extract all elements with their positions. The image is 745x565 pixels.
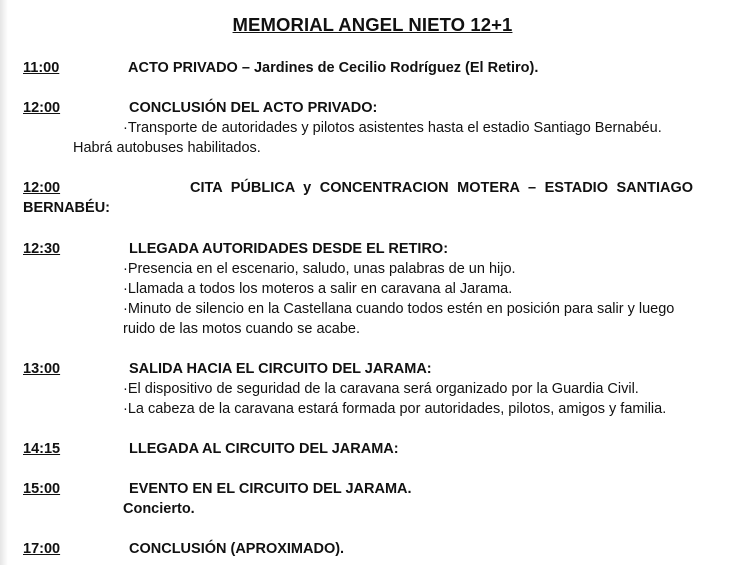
time-label: 17:00 [23,541,61,557]
event-detail-line: ·La cabeza de la caravana estará formada por autoridades, pilotos, amigos y familia. [123,401,667,417]
event-detail-line: ·Transporte de autoridades y pilotos asistentes hasta el estadio Santiago Bernabéu. [123,120,662,136]
event-heading: ACTO PRIVADO – Jardines de Cecilio Rodríguez (El Retiro). [128,60,539,76]
time-label: 12:00 [23,100,61,116]
time-label: 13:00 [23,361,61,377]
event-detail-line: ruido de las motos cuando se acabe. [123,321,360,337]
event-heading: LLEGADA AUTORIDADES DESDE EL RETIRO: [129,241,449,257]
time-label: 14:15 [23,441,61,457]
time-label: 12:30 [23,241,61,257]
event-heading: EVENTO EN EL CIRCUITO DEL JARAMA. [129,481,412,497]
time-label: 12:00 [23,180,61,196]
event-detail-line: ·Presencia en el escenario, saludo, unas palabras de un hijo. [123,261,516,277]
page-edge-shadow [0,0,8,565]
event-detail-line: ·Llamada a todos los moteros a salir en caravana al Jarama. [123,281,513,297]
event-heading: CONCLUSIÓN (APROXIMADO). [129,541,345,557]
time-label: 11:00 [23,60,60,76]
event-subheading: Concierto. [123,501,195,517]
event-heading: SALIDA HACIA EL CIRCUITO DEL JARAMA: [129,361,432,377]
event-heading: CONCLUSIÓN DEL ACTO PRIVADO: [129,100,378,116]
document-title: MEMORIAL ANGEL NIETO 12+1 [232,14,513,35]
event-heading-continuation: BERNABÉU: [23,200,110,216]
event-detail-line: ·El dispositivo de seguridad de la caravana será organizado por la Guardia Civil. [123,381,639,397]
event-detail-line: ·Minuto de silencio en la Castellana cuando todos estén en posición para salir y luego [123,301,675,317]
event-detail-line: Habrá autobuses habilitados. [73,140,261,156]
event-heading: CITA PÚBLICA y CONCENTRACION MOTERA – ESTADIO SANTIAGO [190,180,694,196]
event-heading: LLEGADA AL CIRCUITO DEL JARAMA: [129,441,399,457]
time-label: 15:00 [23,481,61,497]
